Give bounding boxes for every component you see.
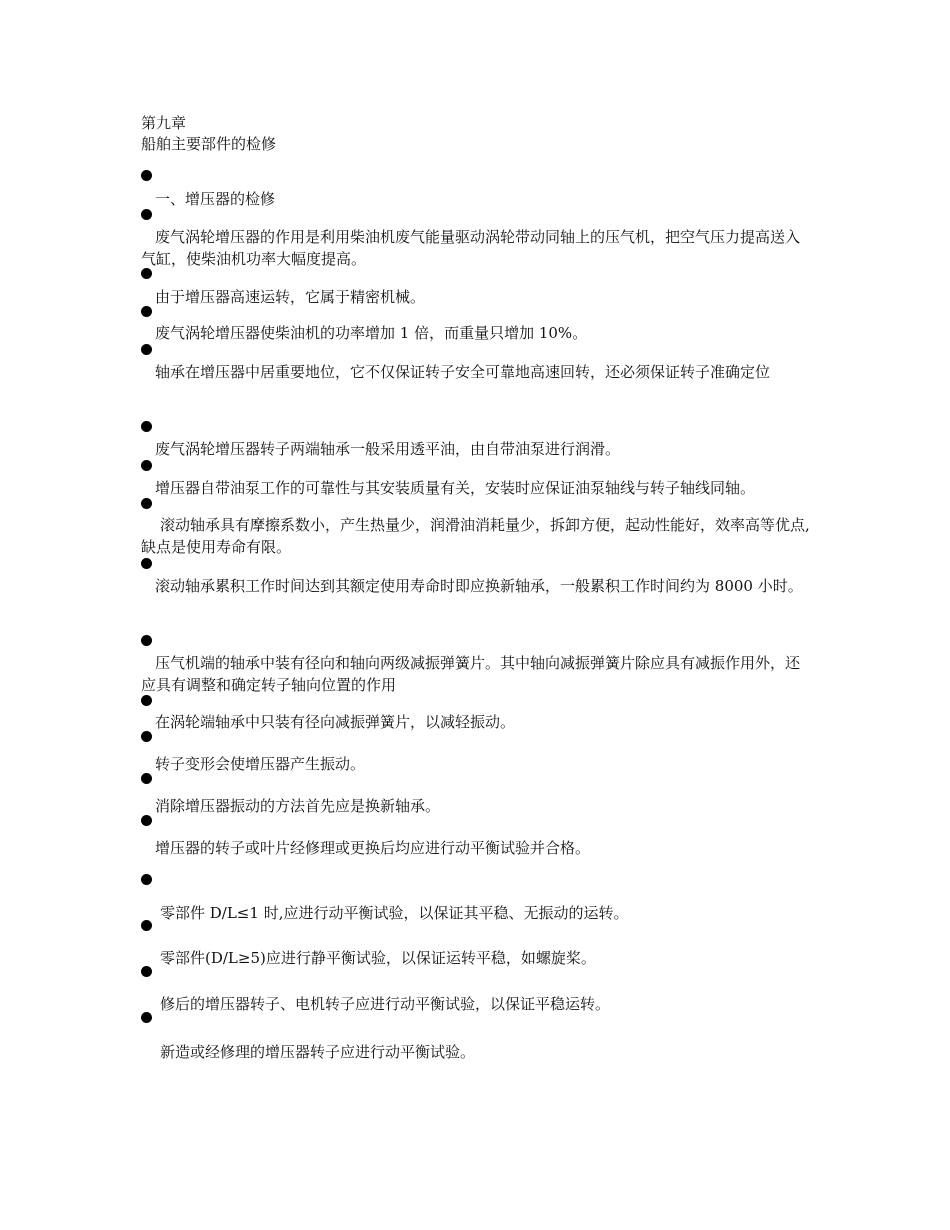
- bullet-icon: [141, 268, 152, 279]
- list-item-text: 修后的增压器转子、电机转子应进行动平衡试验，以保证平稳运转。: [160, 995, 611, 1013]
- bullet-icon: [141, 920, 152, 931]
- list-item: [141, 652, 813, 696]
- list-item: [141, 711, 813, 733]
- list-item-text: 滚动轴承累积工作时间达到其额定使用寿命时即应换新轴承，一般累积工作时间约为 8000 小时。: [155, 577, 803, 595]
- list-item: [141, 361, 813, 383]
- bullet-icon: [141, 874, 152, 885]
- bullet-icon: [141, 1012, 152, 1023]
- bullet-icon: [141, 498, 152, 509]
- list-item-text: 新造或经修理的增压器转子应进行动平衡试验。: [160, 1043, 476, 1061]
- list-item-text: 零部件(D/L≥5)应进行静平衡试验，以保证运转平稳，如螺旋桨。: [160, 949, 596, 967]
- list-item: [141, 947, 813, 969]
- bullet-icon: [141, 306, 152, 317]
- list-item-text: 废气涡轮增压器的作用是利用柴油机废气能量驱动涡轮带动同轴上的压气机，把空气压力提高送入气缸，使柴油机功率大幅度提高。: [141, 228, 801, 268]
- list-item: [141, 226, 813, 270]
- list-item-text: 增压器的转子或叶片经修理或更换后均应进行动平衡试验并合格。: [155, 839, 591, 857]
- list-item: [141, 902, 813, 924]
- list-item: [141, 1041, 813, 1063]
- list-item: [141, 993, 813, 1015]
- list-item-text: 零部件 D/L≤1 时,应进行动平衡试验，以保证其平稳、无振动的运转。: [160, 904, 629, 922]
- bullet-icon: [141, 460, 152, 471]
- bullet-icon: [141, 344, 152, 355]
- list-item-text: 一、增压器的检修: [155, 190, 276, 208]
- list-item: [141, 575, 813, 597]
- bullet-icon: [141, 815, 152, 826]
- bullet-icon: [141, 558, 152, 569]
- list-item: [141, 286, 813, 308]
- chapter-number: 第九章: [141, 114, 187, 132]
- list-item-text: 压气机端的轴承中装有径向和轴向两级减振弹簧片。其中轴向减振弹簧片除应具有减振作用外，还应具有调整和确定转子轴向位置的作用: [141, 654, 801, 694]
- list-item: [141, 322, 813, 344]
- list-item-text: 在涡轮端轴承中只装有径向减振弹簧片，以减轻振动。: [155, 713, 516, 731]
- bullet-icon: [141, 635, 152, 646]
- list-item: [141, 438, 813, 460]
- chapter-title: 船舶主要部件的检修: [141, 135, 277, 153]
- list-item-text: 废气涡轮增压器使柴油机的功率增加 1 倍，而重量只增加 10%。: [155, 324, 588, 342]
- list-item-text: 轴承在增压器中居重要地位，它不仅保证转子安全可靠地高速回转，还必须保证转子准确定位: [155, 363, 771, 381]
- bullet-icon: [141, 773, 152, 784]
- list-item: [141, 837, 813, 859]
- list-item: [141, 514, 813, 558]
- list-item: [141, 477, 813, 499]
- bullet-icon: [141, 209, 152, 220]
- bullet-icon: [141, 170, 152, 181]
- list-item: [141, 795, 813, 817]
- bullet-icon: [141, 421, 152, 432]
- list-item: [141, 188, 813, 210]
- list-item: [141, 753, 813, 775]
- list-item-text: 废气涡轮增压器转子两端轴承一般采用透平油，由自带油泵进行润滑。: [155, 440, 621, 458]
- bullet-icon: [141, 731, 152, 742]
- bullet-icon: [141, 966, 152, 977]
- list-item-text: 增压器自带油泵工作的可靠性与其安装质量有关，安装时应保证油泵轴线与转子轴线同轴。: [155, 479, 756, 497]
- bullet-icon: [141, 695, 152, 706]
- list-item-text: 消除增压器振动的方法首先应是换新轴承。: [155, 797, 441, 815]
- list-item-text: 由于增压器高速运转，它属于精密机械。: [155, 288, 426, 306]
- list-item-text: 滚动轴承具有摩擦系数小，产生热量少，润滑油消耗量少，拆卸方便，起动性能好，效率高等优点,缺点是使用寿命有限。: [141, 516, 810, 556]
- list-item-text: 转子变形会使增压器产生振动。: [155, 755, 366, 773]
